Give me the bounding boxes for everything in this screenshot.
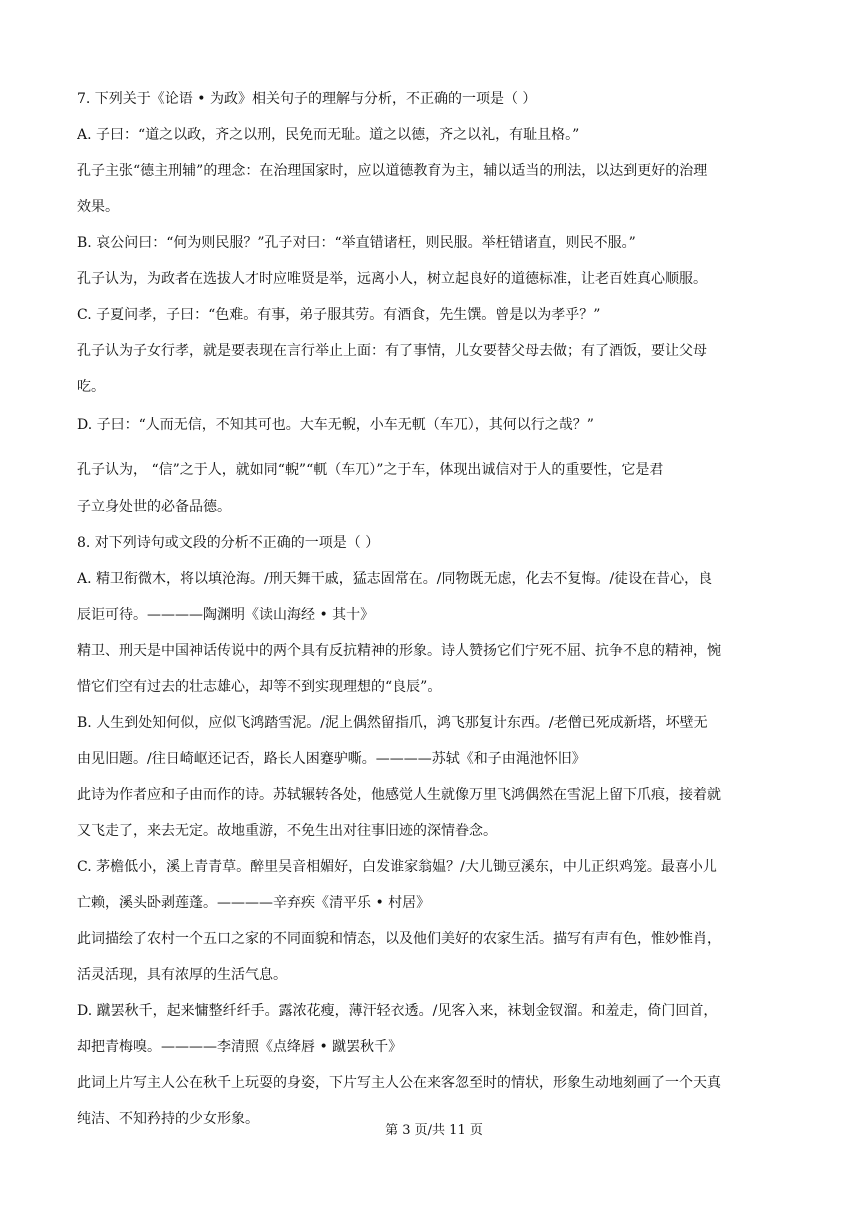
page-number-footer: 第 3 页/共 11 页 <box>385 1123 483 1138</box>
q7-option-d-analysis-line2: 子立身处世的必备品德。 <box>77 499 231 515</box>
q8-option-c-analysis-line2: 活灵活现，具有浓厚的生活气息。 <box>77 967 287 983</box>
q8-option-a-analysis-line2: 惜它们空有过去的壮志雄心，却等不到实现理想的“良辰”。 <box>77 679 442 695</box>
question-7-stem: 7. 下列关于《论语 • 为政》相关句子的理解与分析，不正确的一项是（ ） <box>77 91 537 107</box>
q8-option-d-analysis-line2: 纯洁、不知矜持的少女形象。 <box>77 1111 259 1127</box>
q8-option-d-poem-line1: D. 蹴罢秋千，起来慵整纤纤手。露浓花瘦，薄汗轻衣透。/见客入来，袜刬金钗溜。和羞走，倚门回首， <box>77 1003 718 1019</box>
question-8-stem: 8. 对下列诗句或文段的分析不正确的一项是（ ） <box>77 535 380 551</box>
q8-option-a-poem-line1: A. 精卫衔微木，将以填沧海。/刑天舞干戚，猛志固常在。/同物既无虑，化去不复悔。/徒设在昔心，良 <box>77 571 713 587</box>
q7-option-a-analysis-line1: 孔子主张“德主刑辅”的理念：在治理国家时，应以道德教育为主，辅以适当的刑法，以达到更好的治理 <box>77 163 708 179</box>
q7-option-a-quote: A. 子曰：“道之以政，齐之以刑，民免而无耻。道之以德，齐之以礼，有耻且格。” <box>77 127 580 143</box>
q8-option-d-analysis-line1: 此词上片写主人公在秋千上玩耍的身姿，下片写主人公在来客忽至时的情状，形象生动地刻画了一个天真 <box>77 1075 721 1091</box>
q8-option-c-analysis-line1: 此词描绘了农村一个五口之家的不同面貌和情态，以及他们美好的农家生活。描写有声有色，惟妙惟肖， <box>77 931 721 947</box>
q7-option-d-quote: D. 子曰：“人而无信，不知其可也。大车无輗，小车无軏（车兀），其何以行之哉？” <box>77 417 594 433</box>
q8-option-b-analysis-line2: 又飞走了，来去无定。故地重游，不免生出对往事旧迹的深情眷念。 <box>77 823 497 839</box>
q8-option-a-poem-line2: 辰讵可待。————陶渊明《读山海经 • 其十》 <box>77 607 375 623</box>
q7-option-c-quote: C. 子夏问孝，子曰：“色难。有事，弟子服其劳。有酒食，先生馔。曾是以为孝乎？” <box>77 307 601 323</box>
q8-option-a-analysis-line1: 精卫、刑天是中国神话传说中的两个具有反抗精神的形象。诗人赞扬它们宁死不屈、抗争不息的精神，惋 <box>77 643 721 659</box>
q7-option-c-analysis-line2: 吃。 <box>77 379 105 395</box>
q7-option-d-analysis-line1: 孔子认为， “信”之于人，就如同“輗”“軏（车兀）”之于车，体现出诚信对于人的重要性，它是君 <box>77 462 664 478</box>
q7-option-a-analysis-line2: 效果。 <box>77 199 119 215</box>
q7-option-b-analysis: 孔子认为，为政者在选拔人才时应唯贤是举，远离小人，树立起良好的道德标准，让老百姓真心顺服。 <box>77 271 707 287</box>
q8-option-c-poem-line1: C. 茅檐低小，溪上青青草。醉里吴音相媚好，白发谁家翁媪？/大儿锄豆溪东，中儿正织鸡笼。最喜小儿 <box>77 859 717 875</box>
q8-option-c-poem-line2: 亡赖，溪头卧剥莲蓬。————辛弃疾《清平乐 • 村居》 <box>77 895 431 911</box>
q8-option-b-analysis-line1: 此诗为作者应和子由而作的诗。苏轼辗转各处，他感觉人生就像万里飞鸿偶然在雪泥上留下爪痕，接着就 <box>77 787 721 803</box>
q8-option-b-poem-line2: 由见旧题。/往日崎岖还记否，路长人困蹇驴嘶。————苏轼《和子由渑池怀旧》 <box>77 751 586 767</box>
q8-option-b-poem-line1: B. 人生到处知何似，应似飞鸿踏雪泥。/泥上偶然留指爪，鸿飞那复计东西。/老僧已死成新塔，坏壁无 <box>77 715 708 731</box>
q8-option-d-poem-line2: 却把青梅嗅。————李清照《点绛唇 • 蹴罢秋千》 <box>77 1039 403 1055</box>
q7-option-c-analysis-line1: 孔子认为子女行孝，就是要表现在言行举止上面：有了事情，儿女要替父母去做；有了酒饭，要让父母 <box>77 343 707 359</box>
q7-option-b-quote: B. 哀公问曰：“何为则民服？”孔子对曰：“举直错诸枉，则民服。举枉错诸直，则民不服。” <box>77 235 636 251</box>
